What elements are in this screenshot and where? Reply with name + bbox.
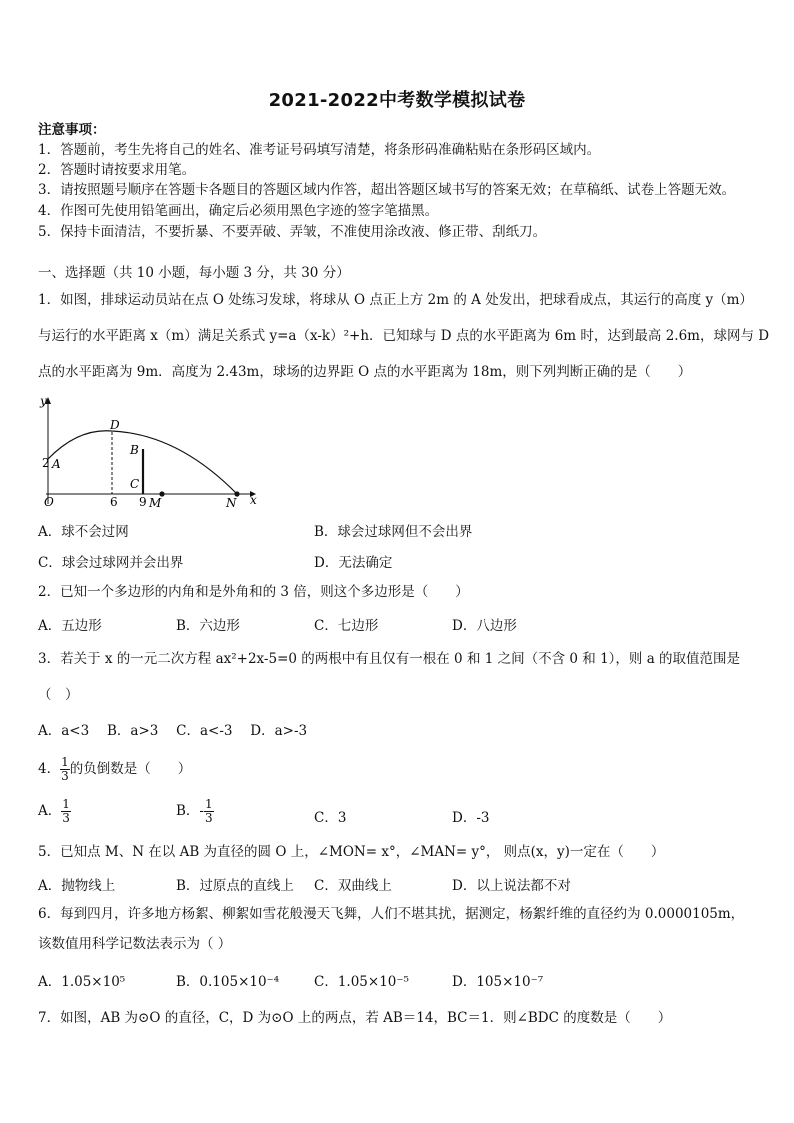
point-d-label: D [110,418,120,432]
q1-stem-line3: 点的水平距离为 9m．高度为 2.43m，球场的边界距 O 点的水平距离为 18m，则下列判断正确的是（ ） [38,364,692,380]
notice-heading: 注意事项： [38,122,106,138]
q5-option-a: A．抛物线上 [38,878,116,894]
q3-options: A．a<3 B．a>3 C．a<-3 D．a>-3 [38,723,308,739]
q6-stem-line1: 6．每到四月，许多地方杨絮、柳絮如雪花般漫天飞舞，人们不堪其扰，据测定，杨絮纤维的直径约为 0.0000105m， [38,906,745,922]
q1-stem-line2: 与运行的水平距离 x（m）满足关系式 y=a（x-k）²+h．已知球与 D 点的水平距离为 6m 时，达到最高 2.6m，球网与 D [38,328,770,344]
point-m-label: M [149,496,162,510]
q4-option-d: D．-3 [452,810,490,826]
fraction-denominator: 3 [62,811,70,825]
fraction-denominator: 3 [204,811,213,825]
q2-option-a: A．五边形 [38,618,102,634]
q1-trajectory-figure [38,392,260,512]
q2-stem: 2．已知一个多边形的内角和是外角和的 3 倍，则这个多边形是（ ） [38,584,469,600]
q5-option-c: C．双曲线上 [314,878,392,894]
q7-stem: 7．如图，AB 为⊙O 的直径，C，D 为⊙O 上的两点，若 AB＝14，BC＝1．则∠BDC 的度数是（ ） [38,1010,672,1026]
q4-number: 4． [38,761,61,777]
section-heading: 一、选择题（共 10 小题，每小题 3 分，共 30 分） [38,265,350,281]
page-title: 2021-2022中考数学模拟试卷 [268,90,526,111]
notice-item: 3．请按照题号顺序在答题卡各题目的答题区域内作答，超出答题区域书写的答案无效；在草稿纸、试卷上答题无效。 [38,182,736,198]
point-b-label: B [130,443,139,457]
notice-item: 5．保持卡面清洁，不要折暴、不要弄破、弄皱，不准使用涂改液、修正带、刮纸刀。 [38,224,547,240]
option-label: A． [38,803,62,819]
q2-option-b: B．六边形 [176,618,240,634]
option-fraction [204,798,214,825]
q1-option-b: B．球会过球网但不会出界 [314,524,473,540]
fraction-denominator: 3 [61,769,69,783]
notice-item: 2．答题时请按要求用笔。 [38,162,196,178]
q4-option-b [176,798,214,825]
q5-stem: 5．已知点 M、N 在以 AB 为直径的圆 O 上，∠MON= x°，∠MAN= y°， 则点(x，y)一定在（ ） [38,844,665,860]
height-2-label: 2 [42,456,50,470]
q2-option-c: C．七边形 [314,618,379,634]
q4-stem [38,756,191,783]
notice-item: 1．答题前，考生先将自己的姓名、准考证号码填写清楚，将条形码准确粘贴在条形码区域内。 [38,142,601,158]
q4-fraction [60,756,70,783]
tick-6-label: 6 [110,495,118,509]
fraction-numerator: 1 [204,797,213,811]
point-c-label: C [130,477,140,491]
point-a-label: A [52,457,61,471]
option-label: B．- [176,803,204,819]
q3-stem-line2: （ ） [38,687,79,703]
q4-stem-tail: 的负倒数是（ ） [69,761,192,777]
q6-option-d: D．105×10⁻⁷ [452,974,544,990]
point-n-label: N [226,496,237,510]
q4-option-a [38,798,71,825]
notice-item: 4．作图可先使用铅笔画出，确定后必须用黑色字迹的签字笔描黑。 [38,203,439,219]
q1-option-a: A．球不会过网 [38,524,129,540]
q6-option-b: B．0.105×10⁻⁴ [176,974,280,990]
x-axis-label: x [250,493,257,507]
q3-stem-line1: 3．若关于 x 的一元二次方程 ax²+2x-5=0 的两根中有且仅有一根在 0 和 1 之间（不含 0 和 1），则 a 的取值范围是 [38,651,741,667]
q1-option-d: D．无法确定 [314,555,393,571]
fraction-numerator: 1 [62,797,70,811]
q4-option-c: C．3 [314,810,347,826]
tick-9-label: 9 [139,495,147,509]
fraction-numerator: 1 [61,755,69,769]
q1-stem-line1: 1．如图，排球运动员站在点 O 处练习发球，将球从 O 点正上方 2m 的 A 处发出，把球看成点，其运行的高度 y（m） [38,292,753,308]
q6-option-a: A．1.05×10⁵ [38,974,126,990]
y-axis-label: y [40,394,47,408]
option-fraction [61,798,71,825]
q5-option-d: D．以上说法都不对 [452,878,571,894]
q2-option-d: D．八边形 [452,618,517,634]
origin-label: O [44,495,54,509]
q5-option-b: B．过原点的直线上 [176,878,294,894]
q6-option-c: C．1.05×10⁻⁵ [314,974,409,990]
q1-option-c: C．球会过球网并会出界 [38,555,184,571]
q6-stem-line2: 该数值用科学记数法表示为（ ） [38,936,232,952]
